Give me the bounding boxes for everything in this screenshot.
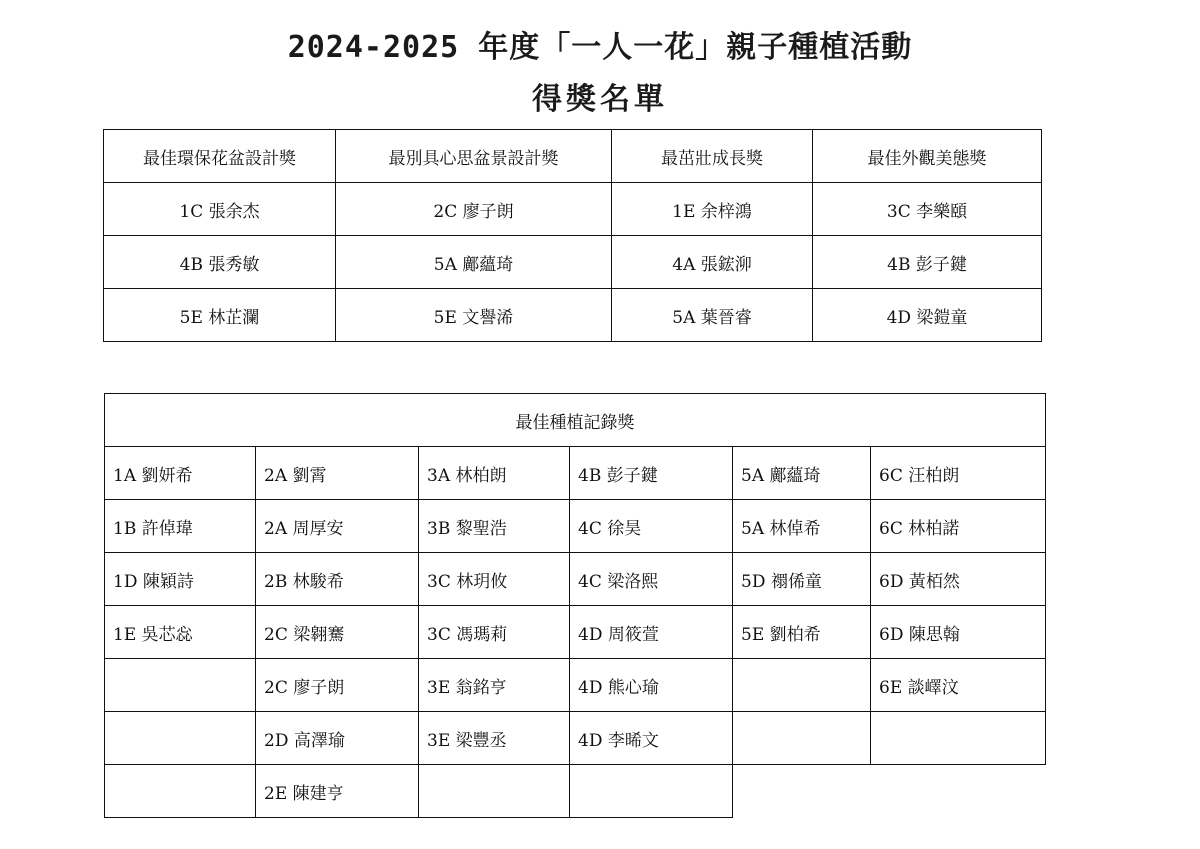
table-row: [105, 553, 1046, 606]
record-cell: 6D 黃栢然: [871, 553, 1046, 606]
table-row: [104, 289, 1042, 342]
table-row: [105, 712, 1046, 765]
record-cell: [105, 659, 256, 712]
record-cell: 3A 林柏朗: [419, 447, 570, 500]
record-cell: 4C 梁洛熙: [570, 553, 733, 606]
record-cell: 1E 吳芯惢: [105, 606, 256, 659]
record-cell: 4D 周筱萱: [570, 606, 733, 659]
record-cell: 1A 劉妍希: [105, 447, 256, 500]
award-cell: 5E 林芷瀾: [104, 289, 336, 342]
table-row: [104, 236, 1042, 289]
record-cell: 3E 梁豐丞: [419, 712, 570, 765]
award-header-best-appearance: 最佳外觀美態獎: [813, 130, 1042, 183]
record-cell: 5D 禤俙童: [733, 553, 871, 606]
table-row: [105, 659, 1046, 712]
page-subtitle: 得獎名單: [532, 82, 668, 117]
record-cell: 4D 熊心瑜: [570, 659, 733, 712]
record-cell: 4D 李晞文: [570, 712, 733, 765]
table-row: [105, 765, 1046, 818]
records-header-row: [105, 394, 1046, 447]
record-cell: 1D 陳穎詩: [105, 553, 256, 606]
award-header-creative-design: 最別具心思盆景設計獎: [336, 130, 612, 183]
award-cell: 4D 梁鎧童: [813, 289, 1042, 342]
award-cell: 5E 文譽浠: [336, 289, 612, 342]
award-cell: 3C 李樂頤: [813, 183, 1042, 236]
record-cell: 1B 許倬瑋: [105, 500, 256, 553]
table-row: [105, 447, 1046, 500]
record-cell: 3C 林玥攸: [419, 553, 570, 606]
record-cell: 6C 林柏諾: [871, 500, 1046, 553]
record-cell: [733, 712, 871, 765]
award-header-eco-pot: 最佳環保花盆設計獎: [104, 130, 336, 183]
record-cell: 2A 劉霄: [256, 447, 419, 500]
record-cell: [570, 765, 733, 818]
record-cell: 5A 鄺蘊琦: [733, 447, 871, 500]
award-cell: 4A 張鋐泖: [612, 236, 813, 289]
record-cell: 2C 廖子朗: [256, 659, 419, 712]
record-cell: 6C 汪柏朗: [871, 447, 1046, 500]
empty-cell: [733, 765, 871, 818]
award-cell: 5A 葉晉睿: [612, 289, 813, 342]
table-row: [105, 500, 1046, 553]
award-cell: 4B 張秀敏: [104, 236, 336, 289]
record-cell: [871, 712, 1046, 765]
award-cell: 2C 廖子朗: [336, 183, 612, 236]
empty-cell: [871, 765, 1046, 818]
record-cell: 2A 周厚安: [256, 500, 419, 553]
record-cell: 5E 劉柏希: [733, 606, 871, 659]
record-cell: 2E 陳建亨: [256, 765, 419, 818]
record-cell: [105, 712, 256, 765]
record-cell: 2D 高澤瑜: [256, 712, 419, 765]
record-cell: [105, 765, 256, 818]
record-cell: 3E 翁銘亨: [419, 659, 570, 712]
records-table: [104, 393, 1046, 818]
record-cell: 2C 梁翱騫: [256, 606, 419, 659]
record-cell: 6D 陳思翰: [871, 606, 1046, 659]
award-cell: 4B 彭子鍵: [813, 236, 1042, 289]
awards-header-row: [104, 130, 1042, 183]
record-cell: 4C 徐昊: [570, 500, 733, 553]
award-header-strong-growth: 最茁壯成長獎: [612, 130, 813, 183]
awards-table: [103, 129, 1042, 342]
records-header: 最佳種植記錄獎: [105, 394, 1046, 447]
award-cell: 5A 鄺蘊琦: [336, 236, 612, 289]
record-cell: [733, 659, 871, 712]
record-cell: 5A 林倬希: [733, 500, 871, 553]
table-row: [104, 183, 1042, 236]
table-row: [105, 606, 1046, 659]
record-cell: [419, 765, 570, 818]
page-title: 2024-2025 年度「一人一花」親子種植活動: [287, 30, 913, 65]
award-cell: 1E 余梓鴻: [612, 183, 813, 236]
record-cell: 3C 馮瑪莉: [419, 606, 570, 659]
record-cell: 3B 黎聖浩: [419, 500, 570, 553]
record-cell: 6E 談嶧汶: [871, 659, 1046, 712]
record-cell: 4B 彭子鍵: [570, 447, 733, 500]
record-cell: 2B 林駿希: [256, 553, 419, 606]
award-cell: 1C 張余杰: [104, 183, 336, 236]
